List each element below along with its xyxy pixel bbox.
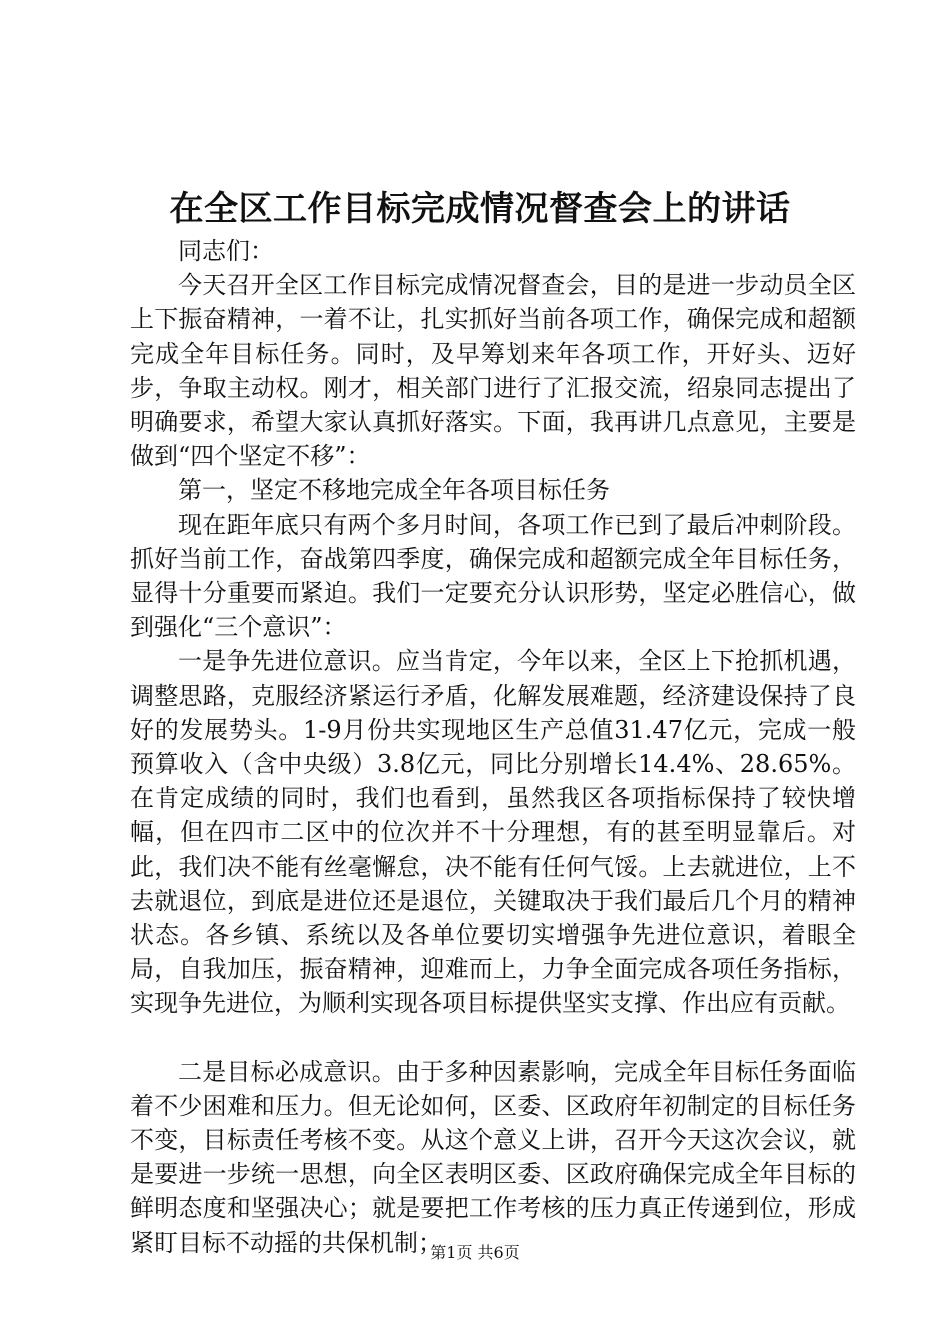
point-one-paragraph: 一是争先进位意识。应当肯定，今年以来，全区上下抢抓机遇，调整思路，克服经济紧运行矛盾，化解发展难题，经济建设保持了良好的发展势头。1-9月份共实现地区生产总值31.47亿元，完成一般预算收入（含中央级）3.8亿元，同比分别增长14.4%、28.65%。在肯定成绩的同时，我们也看到，虽然我区各项指标保持了较快增幅，但在四市二区中的位次并不十分理想，有的甚至明显靠后。对此，我们决不能有丝毫懈怠，决不能有任何气馁。上去就进位，上不去就退位，到底是进位还是退位，关键取决于我们最后几个月的精神状态。各乡镇、系统以及各单位要切实增强争先进位意识，着眼全局，自我加压，振奋精神，迎难而上，力争全面完成各项任务指标，实现争先进位，为顺利实现各项目标提供坚实支撑、作出应有贡献。 [130, 647, 856, 1018]
point-two-paragraph: 二是目标必成意识。由于多种因素影响，完成全年目标任务面临着不少困难和压力。但无论如何，区委、区政府年初制定的目标任务不变，目标责任考核不变。从这个意义上讲，召开今天这次会议，就是要进一步统一思想，向全区表明区委、区政府确保完成全年目标的鲜明态度和坚强决心；就是要把工作考核的压力真正传递到位，形成紧盯目标不动摇的共保机制； [130, 1057, 856, 1257]
context-paragraph: 现在距年底只有两个多月时间，各项工作已到了最后冲刺阶段。抓好当前工作，奋战第四季度，确保完成和超额完成全年目标任务，显得十分重要而紧迫。我们一定要充分认识形势，坚定必胜信心，做到强化“三个意识”： [130, 510, 856, 642]
salutation-paragraph: 同志们： [178, 237, 274, 265]
document-title: 在全区工作目标完成情况督查会上的讲话 [169, 189, 791, 229]
section-heading-first: 第一，坚定不移地完成全年各项目标任务 [178, 476, 610, 505]
page-footer: 第1页 共6页 [430, 1243, 520, 1262]
intro-paragraph: 今天召开全区工作目标完成情况督查会，目的是进一步动员全区上下振奋精神，一着不让，扎实抓好当前各项工作，确保完成和超额完成全年目标任务。同时，及早筹划来年各项工作，开好头、迈好步，争取主动权。刚才，相关部门进行了汇报交流，绍泉同志提出了明确要求，希望大家认真抓好落实。下面，我再讲几点意见，主要是做到“四个坚定不移”： [130, 271, 856, 471]
document-body [130, 234, 856, 1260]
